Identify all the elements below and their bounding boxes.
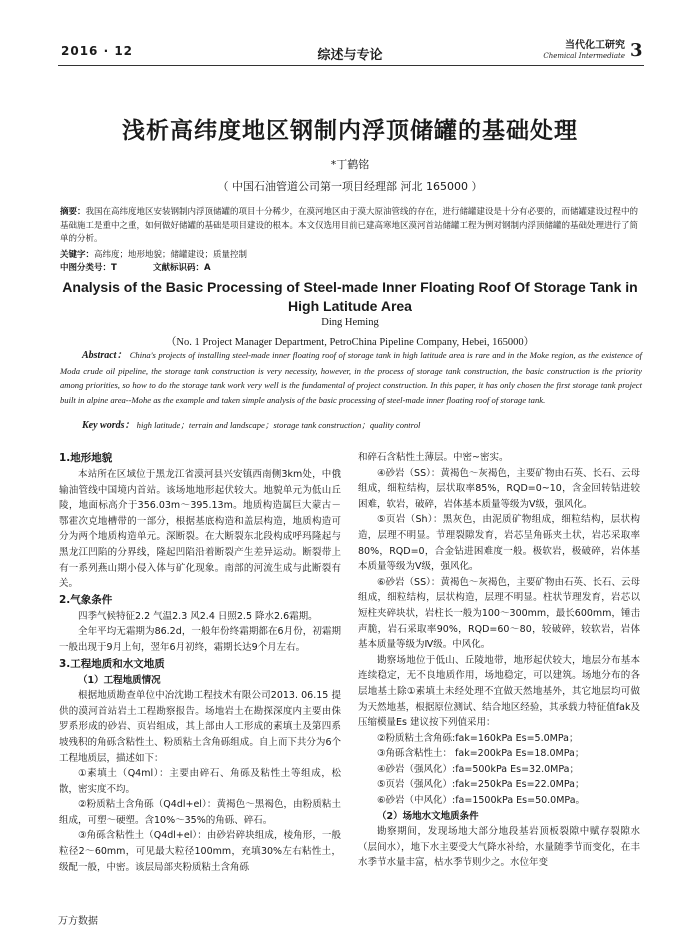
article-title-en: Analysis of the Basic Processing of Steel-made Inner Floating Roof Of Storage Tank in High Latitude Area [62, 279, 638, 314]
abstract-cn-text: 我国在高纬度地区安装钢制内浮顶储罐的项目十分稀少，在漠河地区由于漠大原油管线的存在，进行储罐建设是十分有必要的，而储罐建设过程中的基础施工是重中之重，如何做好储罐的基础是项目建设的根本。本文仅选用目前已建高寒地区漠河首站储罐工程为例对钢制内浮顶储罐的基础处理进行了简单的分析。 [60, 207, 639, 244]
paragraph-layer-5: ⑤页岩（Sh）：黑灰色，由泥质矿物组成，细粒结构，层状构造，层理不明显。节理裂隙发育，岩芯呈角砾夹土状，岩芯采取率80%，RQD=0，合金钻进困难度一般。极软岩，极破碎，岩体基本质量等级为Ⅴ级，强风化。 [358, 514, 640, 573]
paragraph-frost: 全年平均无霜期为86.2d，一般年份终霜期都在6月份，初霜期一般出现于9月上旬，翌年6月初终，霜期长达9个月左右。 [59, 626, 341, 653]
keywords-en: Key words： high latitude；terrain and landscape；storage tank construction；quality control [82, 420, 421, 431]
list-item: ③角砾含粘性土： fak=200kPa Es=18.0MPa； [377, 748, 585, 760]
article-title-cn: 浅析高纬度地区钢制内浮顶储罐的基础处理 [122, 118, 578, 144]
keywords-cn-text: 高纬度；地形地貌；储罐建设；质量控制 [94, 250, 248, 260]
section-heading-weather: 2.气象条件 [59, 593, 113, 606]
body-right-column [358, 450, 640, 871]
list-item: ②粉质粘土含角砾:fak=160kPa Es=5.0MPa； [377, 732, 579, 744]
paragraph-terrain: 本站所在区域位于黑龙江省漠河县兴安镇西南侧3km处，中俄输油管线中国境内首站。该场地地形起伏较大。地貌单元为低山丘陵，地面标高介于356.03m～395.13m。地质构造属巨大蒙古－鄂霍次克地槽带的一部分，根据基底构造和盖层构造，地质构造可分为两个地质构造单元。深断裂。在大断裂东北段构成呼玛隆起与黑龙江凹陷的分界线，隆起凹陷沿着断裂产生差异运动。断裂带上有一系列燕山期小侵入体与矿化现象。南部的河流生成与此断裂有关。 [59, 469, 341, 590]
author-cn: *丁鹤铭 [330, 158, 370, 171]
paragraph-site-assessment: 勘察场地位于低山、丘陵地带，地形起伏较大，地层分布基本连续稳定，无不良地质作用，场地稳定，可以建筑。场地分布的各层地基土除①素填土未经处理不宜做天然地基外，其它地层均可做为天然地基，根据原位测试、结合地区经验，其承载力特征值fak及压缩模量Es 建议按下列值采用： [358, 654, 640, 729]
body-left-column [59, 450, 341, 875]
subheading-engineering-geology: （1）工程地质情况 [78, 674, 161, 686]
affiliation-cn: （ 中国石油管道公司第一项目经理部 河北 165000 ） [217, 180, 483, 193]
page-number: 3 [630, 40, 643, 61]
clc-label: 中图分类号： [60, 263, 112, 273]
doc-code-label: 文献标识码： [152, 263, 204, 273]
footer-watermark: 万方数据 [58, 916, 98, 927]
header-divider [58, 65, 644, 66]
abstract-cn-label: 摘要： [60, 207, 86, 217]
abstract-en-text: China's projects of installing steel-made inner floating roof of storage tank in high latitude area is rare and in the Moke region, as the existence of Moda crude oil pipeline, the storage tank construction is very necessity, however, in the process of storage tank construction, the basic construction is the priority among priorities, so how to do the storage tank work very well is the fundamental of project construction. In this paper, it has only chosen the first storage tank project built in alpine area--Mohe as the example and taken simple analysis of the basic processing of steel-made inner floating roof of storage tank. [60, 350, 642, 405]
paragraph-layer-3: ③角砾含粘性土（Q4dl+el）：由砂岩碎块组成，棱角形，一般粒径2～60mm，可见最大粒径100mm，充填30%左右粘性土，级配一般，中密。该层局部夹粉质粘土含角砾 [59, 830, 341, 873]
abstract-en: Abstract： China's projects of installing steel-made inner floating roof of storage tank in high latitude area is rare and in the Moke region, as the existence of Moda crude oil pipeline, the storage tank construction is very necessity, however, in the process of storage tank construction, the basic construction is the priority among priorities, so how to do the storage tank work very well is the fundamental of project construction. In this paper, it has only chosen the first storage tank project built in alpine area--Mohe as the example and taken simple analysis of the basic processing of steel-made inner floating roof of storage tank. [60, 350, 642, 405]
section-title: 综述与专论 [317, 48, 383, 63]
issue-date: 2016 · 12 [61, 44, 134, 58]
affiliation-en: （No. 1 Project Manager Department, PetroChina Pipeline Company, Hebei, 165000） [165, 337, 535, 348]
list-item: ④砂岩（强风化）:fa=500kPa Es=32.0MPa； [377, 763, 580, 775]
paragraph-survey: 根据地质勘查单位中冶沈勘工程技术有限公司2013. 06.15 提供的漠河首站岩土工程勘察报告。场地岩土在勘探深度内主要由侏罗系形成的砂岩、页岩组成，其上部由人工形成的素填土及第四系坡残积的角砾含粘性土、粉质粘土含角砾组成。自上而下共分为6个工程地质层，描述如下： [59, 690, 341, 764]
paragraph-layer-2: ②粉质粘土含角砾（Q4dl+el）：黄褐色～黑褐色，由粉质粘土组成，可塑～硬塑。含10%～35%的角砾、碎石。 [59, 799, 341, 826]
author-en: Ding Heming [321, 317, 379, 328]
paragraph-layer-6: ⑥砂岩（SS）：黄褐色～灰褐色，主要矿物由石英、长石、云母组成，细粒结构，层状构造，层理不明显。柱状节理发育，岩芯以短柱夹碎块状，岩柱长一般为100～300mm，最长600mm，锤击声脆，岩石采取率90%，RQD=60～80，较破碎，较软岩，岩体基本质量等级为Ⅳ级。中风化。 [358, 576, 640, 651]
section-heading-terrain: 1.地形地貌 [59, 452, 113, 464]
paragraph-layer-4: ④砂岩（SS）：黄褐色～灰褐色，主要矿物由石英、长石、云母组成，细粒结构，层状取率85%，RQD=0~10，含金回转钻进较困难，软岩，破碎，岩体基本质量等级为Ⅴ级，强风化。 [358, 467, 640, 510]
paragraph-groundwater: 勘察期间，发现场地大部分地段基岩顶板裂隙中赋存裂隙水（层间水），地下水主要受大气降水补给，水量随季节而变化，在丰水季节水量丰富，枯水季节则少之。水位年变 [358, 826, 640, 869]
classification-cn [60, 262, 640, 275]
journal-name-en: Chemical Intermediate [543, 52, 625, 60]
journal-name-cn: 当代化工研究 [565, 40, 625, 51]
paragraph-layer-3-cont: 和碎石含粘性土薄层。中密~密实。 [358, 452, 509, 463]
subheading-hydrogeology: （2）场地水文地质条件 [377, 810, 479, 822]
doc-code-value: A [203, 263, 211, 273]
list-item: ⑤页岩（强风化）:fak=250kPa Es=22.0MPa； [377, 779, 585, 791]
abstract-en-label: Abstract [82, 350, 117, 361]
keywords-en-label: Key words [82, 420, 125, 431]
paragraph-weather: 四季气候特征2.2 气温2.3 风2.4 日照2.5 降水2.6霜期。 [78, 610, 318, 622]
keywords-en-text: high latitude；terrain and landscape；storage tank construction；quality control [136, 420, 421, 430]
section-heading-geology: 3.工程地质和水文地质 [59, 657, 165, 670]
abstract-cn [60, 206, 640, 247]
keywords-cn-label: 关键字： [60, 250, 95, 260]
list-item: ⑥砂岩（中风化）:fa=1500kPa Es=50.0MPa。 [377, 795, 586, 807]
clc-value: T [111, 263, 117, 273]
keywords-cn [60, 249, 640, 262]
journal-name [540, 40, 625, 61]
paragraph-layer-1: ①素填土（Q4ml）：主要由碎石、角砾及粘性土等组成，松散，密实度不均。 [59, 768, 341, 795]
